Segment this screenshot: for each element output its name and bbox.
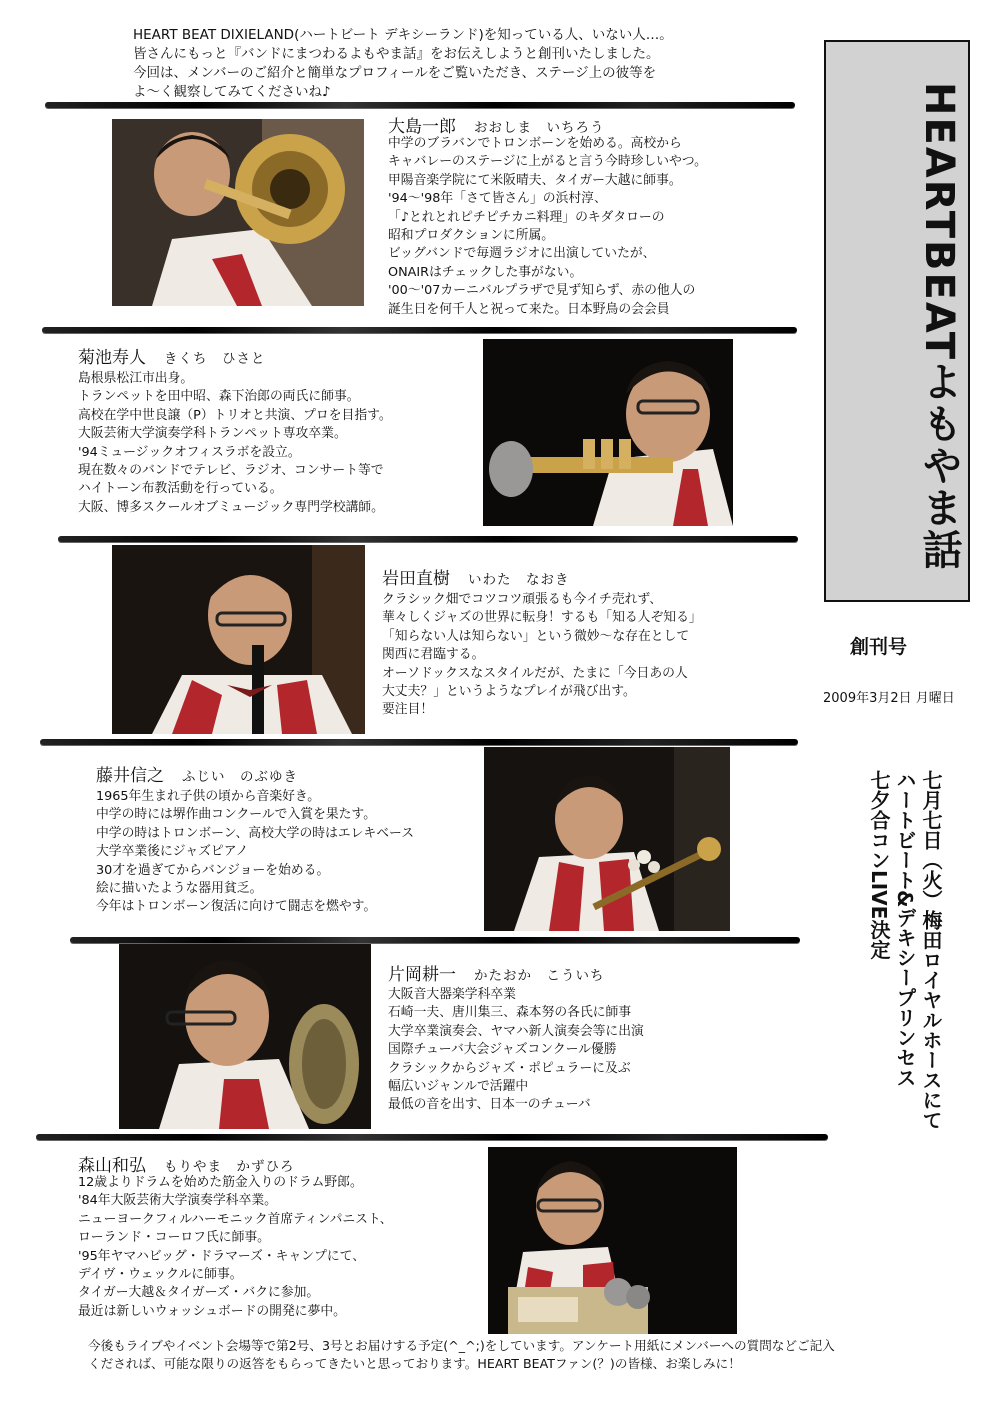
announcement-line-1: 七月七日（火）梅田ロイヤルホースにて — [919, 770, 943, 1130]
bio-line: 高校在学中世良譲（P）トリオと共演、プロを目指す。 — [78, 407, 392, 423]
bio-line: 「知らない人は知らない」という微妙〜な存在として — [382, 628, 690, 644]
bio-line: 大阪、博多スクールオブミュージック専門学校講師。 — [78, 499, 384, 515]
bio-line: タイガー大越＆タイガーズ・バクに参加。 — [78, 1285, 320, 1301]
footer-note — [88, 1337, 888, 1373]
divider — [58, 536, 798, 542]
bio-line: '95年ヤマハビッグ・ドラマーズ・キャンプにて、 — [78, 1248, 365, 1264]
bio-line: 大丈夫？」というようなプレイが飛び出す。 — [382, 684, 636, 700]
masthead-title: HEARTBEATよもやま話 — [916, 81, 962, 571]
intro-line: HEART BEAT DIXIELAND(ハートビート デキシーランド)を知っている人、いない人…。 — [133, 27, 673, 43]
member-name: 片岡耕一 — [388, 965, 456, 985]
bio-line: ローランド・コーロフ氏に師事。 — [78, 1230, 270, 1246]
bio-line: '94ミュージックオフィスラボを設立。 — [78, 444, 301, 460]
member-kana: きくち ひさと — [164, 351, 266, 367]
member-name-row — [382, 564, 570, 589]
bio-line: クラシック畑でコツコツ頑張るも今イチ売れず、 — [382, 592, 662, 607]
issue-label: 創刊号 — [850, 636, 908, 658]
bio-line: ニューヨークフィルハーモニック首席ティンパニスト、 — [78, 1211, 393, 1227]
bio-line: 現在数々のバンドでテレビ、ラジオ、コンサート等で — [78, 463, 384, 479]
bio-line: 中学のブラバンでトロンボーンを始める。高校から — [388, 136, 682, 151]
member-name: 菊池寿人 — [78, 348, 146, 368]
member-bio — [388, 135, 707, 319]
member-photo-washboard — [488, 1147, 737, 1334]
bio-line: 「♪とれとれピチピチカニ料理」のキダタローの — [388, 209, 665, 225]
bio-line: 中学の時には堺作曲コンクールで入賞を果たす。 — [96, 807, 376, 823]
bio-line: 昭和プロダクションに所属。 — [388, 228, 555, 244]
bio-line: 島根県松江市出身。 — [78, 371, 194, 386]
bio-line: ビッグバンドで毎週ラジオに出演していたが、 — [388, 246, 656, 262]
bio-line: '84年大阪芸術大学演奏学科卒業。 — [78, 1193, 277, 1209]
issue-date: 2009年3月2日 月曜日 — [823, 691, 955, 706]
divider — [45, 102, 795, 108]
intro-line: 今回は、メンバーのご紹介と簡単なプロフィールをご覧いただき、ステージ上の彼等を — [133, 65, 657, 81]
bio-line: 大学卒業演奏会、ヤマハ新人演奏会等に出演 — [388, 1023, 644, 1039]
bio-line: デイヴ・ウェックルに師事。 — [78, 1267, 243, 1283]
member-name-row — [96, 761, 298, 786]
member-kana: ふじい のぶゆき — [182, 769, 298, 785]
member-kana: もりやま かずひろ — [164, 1159, 295, 1175]
intro-line: よ〜く観察してみてくださいね♪ — [133, 84, 331, 100]
member-kana: いわた なおき — [468, 572, 570, 588]
bio-line: 今年はトロンボーン復活に向けて闘志を燃やす。 — [96, 899, 377, 915]
member-name-row — [388, 960, 605, 985]
member-bio — [78, 1174, 392, 1321]
bio-line: 中学の時はトロンボーン、高校大学の時はエレキベース — [96, 825, 415, 841]
member-name-row — [78, 343, 266, 368]
bio-line: ONAIRはチェックした事がない。 — [388, 264, 583, 280]
bio-line: 甲陽音楽学院にて米阪晴夫、タイガー大越に師事。 — [388, 172, 682, 188]
footer-line: くだされば、可能な限りの返答をもらってきたいと思っております。HEART BEATファン(？)の皆様、お楽しみに！ — [88, 1356, 741, 1371]
member-name-row — [78, 1151, 295, 1176]
member-photo-clarinet — [112, 545, 365, 734]
bio-line: 石崎一夫、唐川集三、森本努の各氏に師事 — [388, 1005, 632, 1021]
bio-line: '94〜'98年「さて皆さん」の浜村淳、 — [388, 191, 607, 207]
divider — [40, 739, 798, 745]
member-name: 森山和弘 — [78, 1156, 146, 1176]
bio-line: 1965年生まれ子供の頃から音楽好き。 — [96, 789, 321, 804]
member-bio — [96, 788, 414, 917]
bio-line: 国際チューバ大会ジャズコンクール優勝 — [388, 1042, 617, 1058]
bio-line: キャバレーのステージに上がると言う今時珍しいやつ。 — [388, 154, 707, 170]
bio-line: 最低の音を出す、日本一のチューバ — [388, 1097, 591, 1113]
member-name: 藤井信之 — [96, 766, 164, 786]
bio-line: 絵に描いたような器用貧乏。 — [96, 881, 263, 897]
announcement-line-2: ハートビート&デキシープリンセス — [893, 770, 917, 1088]
footer-line: 今後もライブやイベント会場等で第2号、3号とお届けする予定(^_^;)をしています。アンケート用紙にメンバーへの質問などご記入 — [88, 1338, 835, 1353]
member-photo-tuba — [119, 944, 371, 1129]
divider — [70, 937, 800, 943]
bio-line: 12歳よりドラムを始めた筋金入りのドラム野郎。 — [78, 1175, 363, 1190]
member-photo-trombone — [112, 119, 364, 306]
bio-line: クラシックからジャズ・ポピュラーに及ぶ — [388, 1060, 631, 1076]
member-photo-banjo — [484, 747, 730, 931]
member-photo-trumpet — [483, 339, 733, 526]
member-kana: かたおか こういち — [474, 968, 605, 984]
member-bio — [78, 370, 392, 517]
bio-line: 大学卒業後にジャズピアノ — [96, 844, 249, 860]
intro-text — [133, 26, 793, 102]
bio-line: 30才を過ぎてからバンジョーを始める。 — [96, 862, 330, 878]
divider — [42, 327, 797, 333]
member-bio — [388, 986, 644, 1115]
bio-line: '00〜'07カーニバルプラザで見ず知らず、赤の他人の — [388, 283, 696, 299]
member-name-row — [388, 112, 605, 137]
intro-line: 皆さんにもっと『バンドにまつわるよもやま話』をお伝えしようと創刊いたしました。 — [133, 46, 660, 62]
announcement-line-3: 七夕合コンLIVE決定 — [867, 770, 891, 960]
member-name: 岩田直樹 — [382, 569, 450, 589]
masthead-box — [824, 40, 970, 602]
bio-line: 幅広いジャンルで活躍中 — [388, 1079, 529, 1095]
bio-line: トランペットを田中昭、森下治郎の両氏に師事。 — [78, 389, 360, 405]
divider — [36, 1134, 828, 1140]
member-kana: おおしま いちろう — [474, 120, 605, 136]
bio-line: 大阪芸術大学演奏学科トランペット専攻卒業。 — [78, 426, 347, 442]
bio-line: 要注目！ — [382, 702, 434, 718]
bio-line: 華々しくジャズの世界に転身！するも「知る人ぞ知る」 — [382, 610, 702, 626]
member-bio — [382, 591, 702, 720]
member-name: 大島一郎 — [388, 117, 456, 137]
bio-line: 誕生日を何千人と祝って来た。日本野鳥の会会員 — [388, 301, 670, 317]
bio-line: 大阪音大器楽学科卒業 — [388, 987, 516, 1002]
bio-line: オーソドックスなスタイルだが、たまに「今日あの人 — [382, 665, 688, 681]
bio-line: 関西に君臨する。 — [382, 647, 485, 663]
bio-line: ハイトーン布教活動を行っている。 — [78, 481, 283, 497]
bio-line: 最近は新しいウォッシュボードの開発に夢中。 — [78, 1303, 346, 1319]
